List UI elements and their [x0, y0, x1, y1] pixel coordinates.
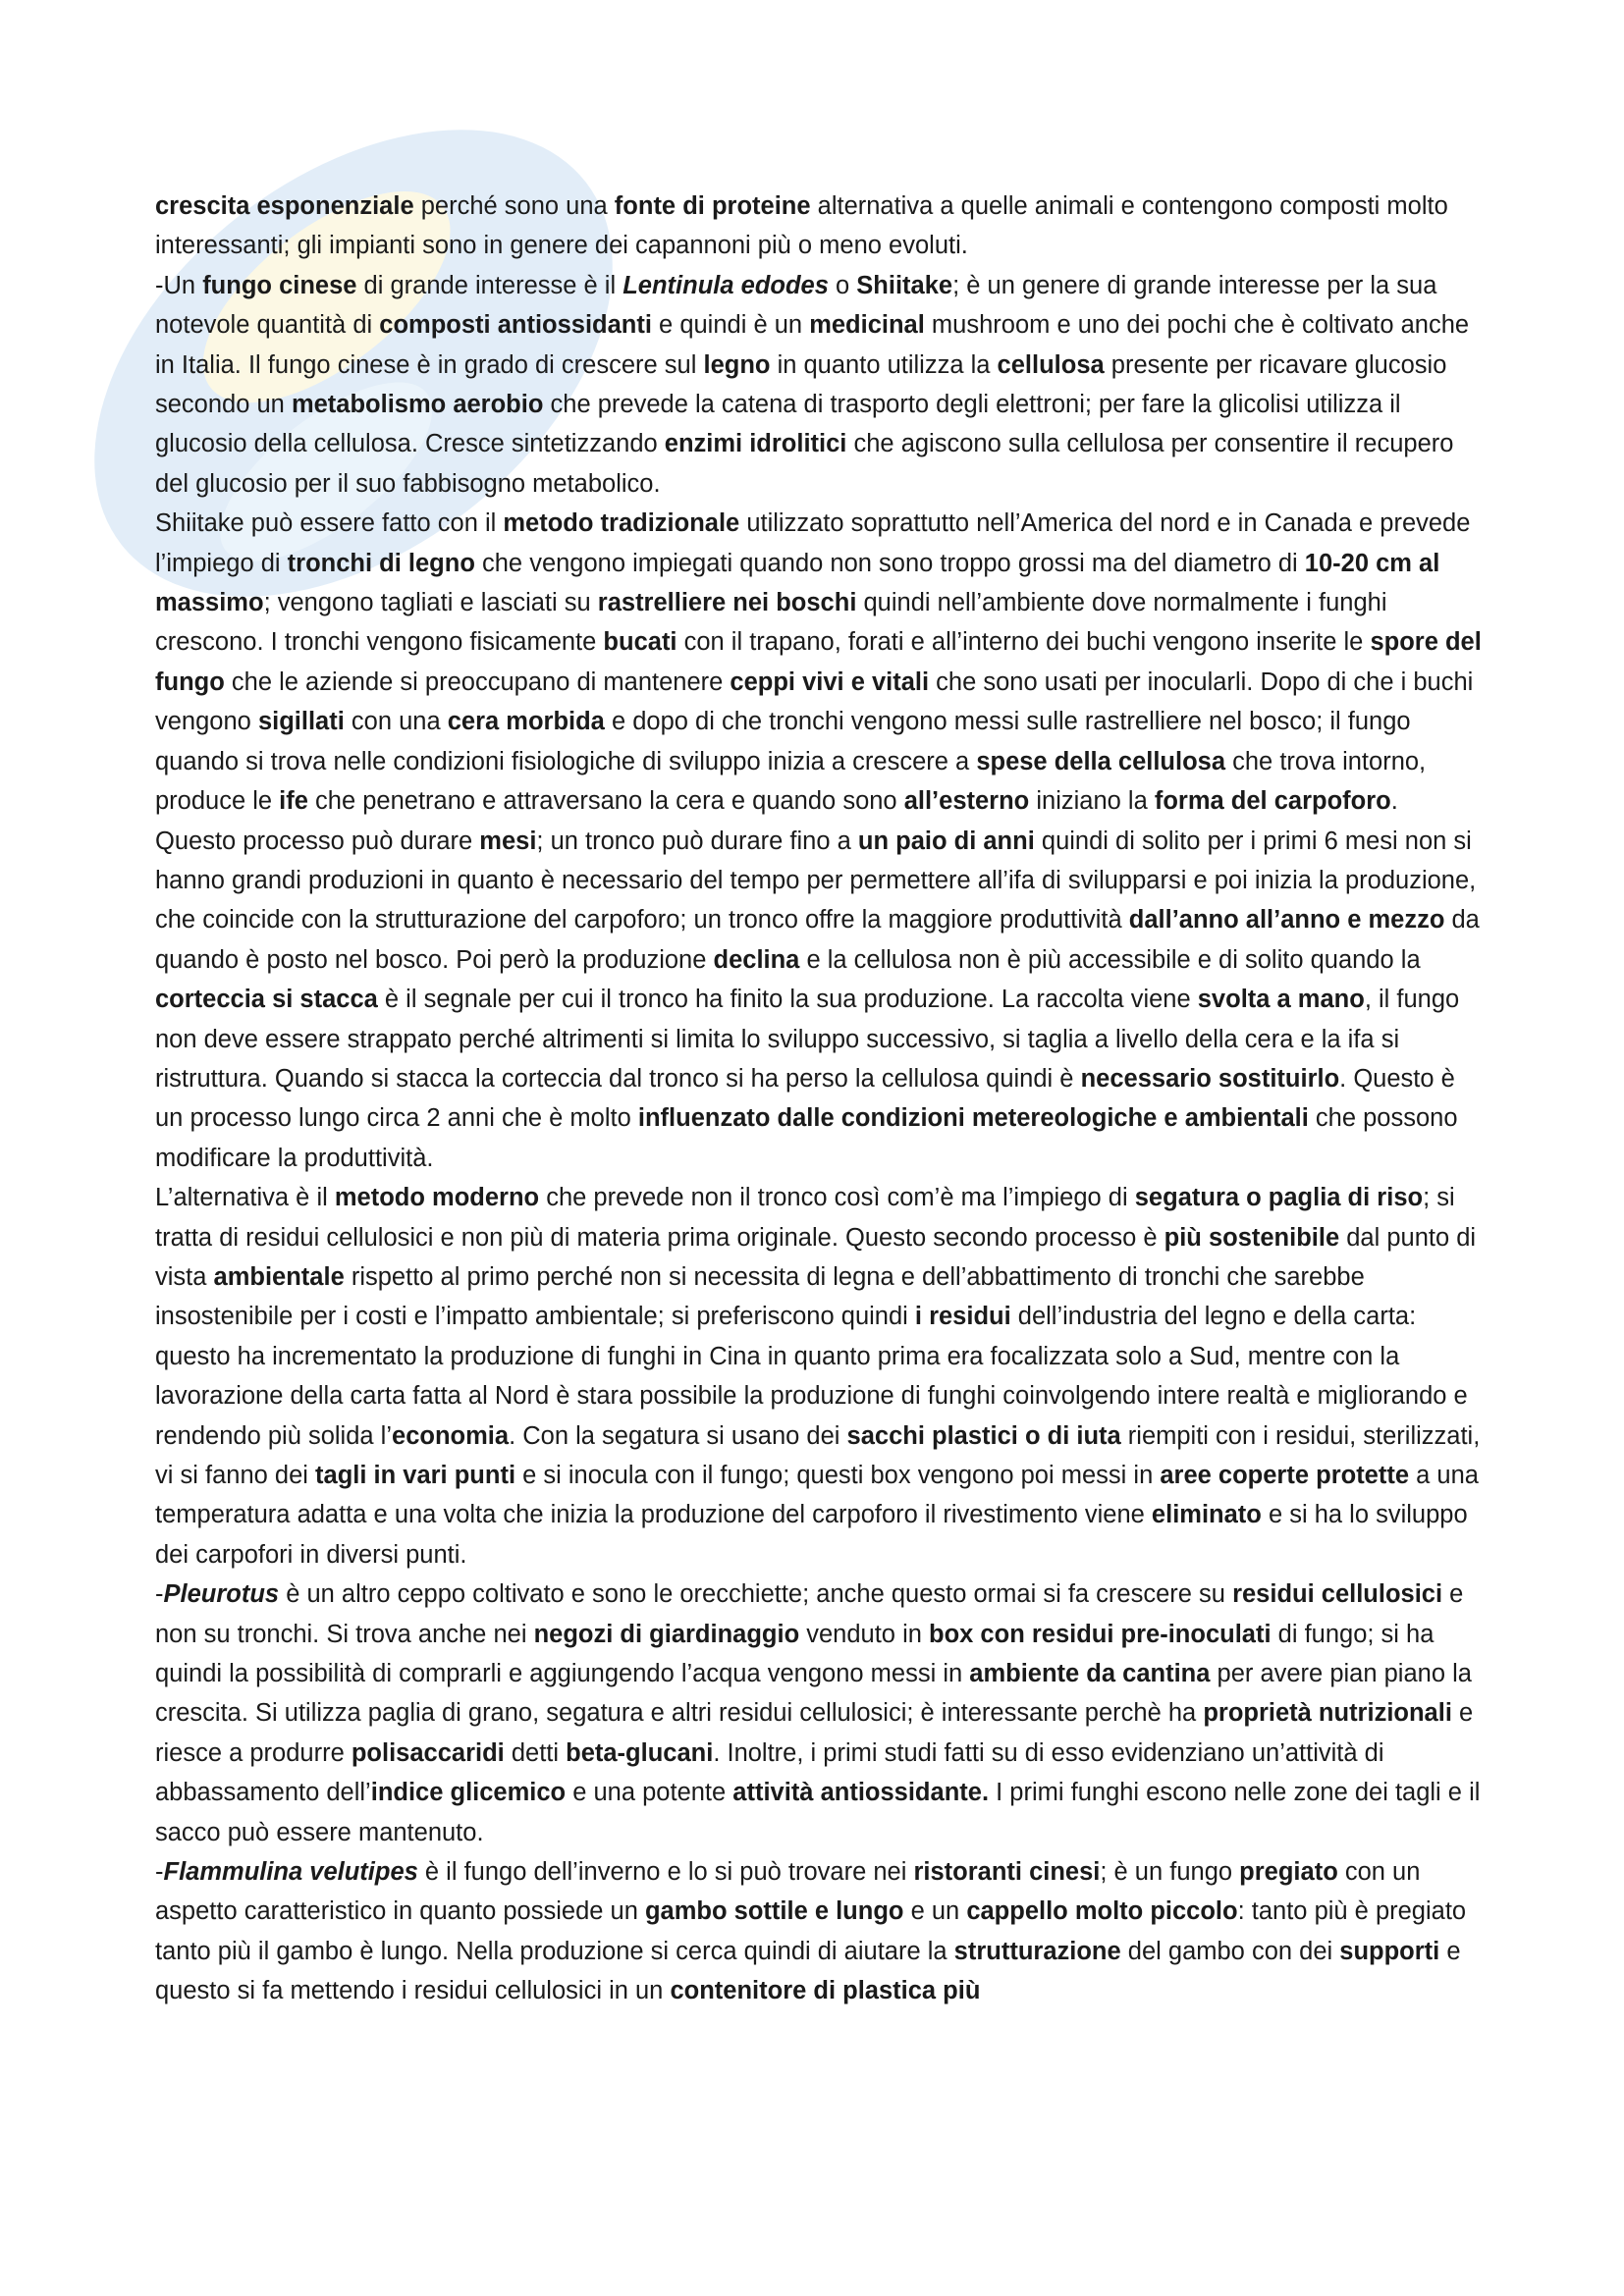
bold-run: cera morbida: [447, 708, 605, 736]
bold-run: crescita esponenziale: [155, 192, 414, 220]
bold-run: più sostenibile: [1164, 1223, 1340, 1252]
bold-run: proprietà nutrizionali: [1203, 1699, 1452, 1728]
bold-run: composti antiossidanti: [379, 311, 652, 340]
text-run: e un: [903, 1897, 967, 1926]
text-run: che vengono impiegati quando non sono troppo grossi ma del diametro di: [474, 549, 1305, 577]
text-run: che le aziende si preoccupano di mantenere: [224, 667, 731, 696]
text-run: ; vengono tagliati e lasciati su: [263, 589, 598, 617]
bold-run: sacchi plastici o di iuta: [846, 1421, 1121, 1450]
bold-run: strutturazione: [953, 1937, 1121, 1965]
text-run: ; un tronco può durare fino a: [536, 827, 858, 855]
text-run: quindi nell’ambiente dove normalmente i funghi crescono. I tronchi vengono fisicamente: [155, 589, 1387, 657]
text-run: quindi di solito per i primi 6 mesi non si hanno grandi produzioni in quanto è necessario del tempo per permettere all’ifa di svilupparsi e poi inizia la produzione, che coincide con la strutturazione del carpoforo; un tronco offre la maggiore produttività: [155, 827, 1477, 934]
bold-run: tronchi di legno: [287, 549, 475, 577]
text-run: alternativa a quelle animali e contengono composti molto interessanti; gli impianti sono in genere dei capannoni più o meno evoluti.: [155, 192, 1448, 260]
text-run: con una: [344, 708, 448, 736]
bold-run: dall’anno all’anno e mezzo: [1128, 906, 1445, 934]
text-run: Shiitake può essere fatto con il: [155, 509, 504, 538]
bold-run: indice glicemico: [370, 1779, 567, 1807]
bold-run: medicinal: [809, 311, 925, 340]
bold-italic-run: [623, 272, 829, 299]
bold-run: ambiente da cantina: [969, 1660, 1211, 1688]
bold-run: tagli in vari punti: [315, 1462, 516, 1489]
bold-run: Shiitake: [856, 271, 953, 299]
bold-run: pregiato: [1239, 1858, 1338, 1887]
bold-run: ceppi vivi e vitali: [730, 667, 930, 696]
text-run: con un aspetto caratteristico in quanto possiede un: [155, 1858, 1421, 1926]
bold-run: economia: [392, 1421, 510, 1450]
text-run: è un altro ceppo coltivato e sono le orecchiette; anche questo ormai si fa crescere su: [279, 1580, 1233, 1609]
text-run: e non su tronchi. Si trova anche nei: [155, 1580, 1464, 1648]
text-run: del gambo con dei: [1120, 1937, 1340, 1965]
bold-italic-run: [164, 1580, 280, 1608]
bold-run: box con residui pre-inoculati: [929, 1620, 1272, 1648]
text-run: e quindi è un: [651, 311, 810, 340]
bold-run: ife: [279, 787, 308, 816]
paragraph: [155, 1178, 1486, 1575]
text-run: dell’industria del legno e della carta: questo ha incrementato la produzione di funghi in Cina in quanto prima era focalizzata solo a Sud, mentre con la lavorazione della carta fatta al Nord è stara possibile la produzione di funghi coinvolgendo intere realtà e migliorando e rendendo più solida l’: [155, 1303, 1468, 1450]
text-run: detti: [504, 1738, 567, 1767]
text-run: , il fungo non deve essere strappato perché altrimenti si limita lo sviluppo successivo, si taglia a livello della cera e la ifa si ristruttura. Quando si stacca la corteccia dal tronco si ha perso la cellulosa quindi è: [155, 986, 1460, 1093]
text-run: e riesce a produrre: [155, 1699, 1474, 1767]
bold-run: cappello molto piccolo: [966, 1897, 1238, 1926]
bold-run: mesi: [479, 827, 537, 855]
text-run: L’alternativa è il: [155, 1184, 335, 1212]
bold-run: metabolismo aerobio: [291, 391, 544, 419]
bold-run: residui cellulosici: [1232, 1580, 1443, 1609]
bold-run: ristoranti cinesi: [913, 1858, 1101, 1887]
bold-run: cellulosa: [997, 350, 1105, 379]
text-run: e la cellulosa non è più accessibile e di solito quando la: [799, 945, 1421, 974]
text-run: per avere pian piano la crescita. Si utilizza paglia di grano, segatura e altri residui cellulosici; è interessante perchè ha: [155, 1660, 1472, 1728]
bold-run: fungo cinese: [202, 271, 357, 299]
bold-run: i residui: [914, 1303, 1011, 1331]
document-page: [155, 187, 1486, 2011]
text-run: e dopo di che tronchi vengono messi sulle rastrelliere nel bosco; il fungo quando si trova nelle condizioni fisiologiche di sviluppo inizia a crescere a: [155, 708, 1411, 775]
bold-run: influenzato dalle condizioni metereologiche e ambientali: [637, 1104, 1309, 1133]
paragraph: [155, 1575, 1486, 1852]
text-run: -: [155, 1580, 164, 1609]
text-run: riempiti con i residui, sterilizzati, vi si fanno dei: [155, 1421, 1481, 1489]
bold-run: 10-20 cm al massimo: [155, 549, 1440, 617]
text-run: . Inoltre, i primi studi fatti su di esso evidenziano un’attività di abbassamento dell’: [155, 1738, 1384, 1807]
bold-run: segatura o paglia di riso: [1134, 1184, 1424, 1212]
bold-run: beta-glucani: [566, 1738, 714, 1767]
text-run: ; è un genere di grande interesse per la sua notevole quantità di: [155, 271, 1437, 340]
bold-run: supporti: [1339, 1937, 1440, 1965]
text-run: utilizzato soprattutto nell’America del nord e in Canada e prevede l’impiego di: [155, 509, 1471, 577]
bold-run: rastrelliere nei boschi: [597, 589, 857, 617]
bold-run: contenitore di plastica più: [670, 1977, 981, 2005]
emphasis-text: Pleurotus: [163, 1580, 280, 1609]
paragraph: [155, 504, 1486, 1178]
text-run: che penetrano e attraversano la cera e quando sono: [307, 787, 904, 816]
bold-run: fonte di proteine: [614, 192, 811, 220]
text-run: rispetto al primo perché non si necessita di legna e dell’abbattimento di tronchi che sarebbe insostenibile per i costi e l’impatto ambientale; si preferiscono quindi: [155, 1262, 1365, 1331]
bold-run: polisaccaridi: [351, 1738, 505, 1767]
bold-run: necessario sostituirlo: [1080, 1064, 1340, 1093]
text-run: e questo si fa mettendo i residui cellulosici in un: [155, 1937, 1461, 2005]
bold-run: ambientale: [213, 1262, 345, 1291]
bold-run: spese della cellulosa: [976, 747, 1226, 775]
text-run: I primi funghi escono nelle zone dei tagli e il sacco può essere mantenuto.: [155, 1779, 1481, 1846]
text-run: : tanto più è pregiato tanto più il gambo è lungo. Nella produzione si cerca quindi di aiutare la: [155, 1897, 1467, 1965]
text-run: venduto in: [799, 1620, 930, 1648]
text-run: di grande interesse è il: [356, 271, 623, 299]
text-run: dal punto di vista: [155, 1223, 1477, 1291]
text-run: in quanto utilizza la: [770, 350, 998, 379]
bold-run: metodo moderno: [334, 1184, 540, 1212]
paragraph: [155, 266, 1486, 504]
text-run: . Con la segatura si usano dei: [509, 1421, 847, 1450]
bold-run: attività antiossidante.: [732, 1779, 990, 1807]
text-run: e si inocula con il fungo; questi box vengono poi messi in: [515, 1462, 1161, 1489]
emphasis-text: Lentinula edodes: [623, 271, 829, 299]
text-run: che sono usati per inocularli. Dopo di che i buchi vengono: [155, 667, 1474, 736]
bold-run: forma del carpoforo: [1154, 787, 1391, 816]
bold-italic-run: [164, 1858, 418, 1886]
bold-run: spore del fungo: [155, 628, 1482, 696]
paragraph: [155, 187, 1486, 266]
text-run: ; si tratta di residui cellulosici e non più di materia prima originale. Questo secondo processo è: [155, 1184, 1455, 1252]
bold-run: eliminato: [1151, 1501, 1262, 1529]
bold-run: legno: [703, 350, 771, 379]
bold-run: gambo sottile e lungo: [644, 1897, 904, 1926]
text-run: iniziano la: [1029, 787, 1155, 816]
bold-run: un paio di anni: [857, 827, 1035, 855]
text-run: presente per ricavare glucosio secondo un: [155, 350, 1447, 419]
text-run: è il segnale per cui il tronco ha finito la sua produzione. La raccolta viene: [377, 986, 1198, 1014]
bold-run: negozi di giardinaggio: [533, 1620, 800, 1648]
text-run: che possono modificare la produttività.: [155, 1104, 1458, 1172]
text-run: e si ha lo sviluppo dei carpofori in diversi punti.: [155, 1501, 1468, 1569]
bold-run: corteccia si stacca: [155, 986, 378, 1014]
text-run: da quando è posto nel bosco. Poi però la produzione: [155, 906, 1480, 974]
text-run: . Questo processo può durare: [155, 787, 1398, 855]
text-run: mushroom e uno dei pochi che è coltivato anche in Italia. Il fungo cinese è in grado di crescere sul: [155, 311, 1470, 379]
text-run: e una potente: [566, 1779, 733, 1807]
text-run: che agiscono sulla cellulosa per consentire il recupero del glucosio per il suo fabbisogno metabolico.: [155, 430, 1454, 498]
text-run: che prevede la catena di trasporto degli elettroni; per fare la glicolisi utilizza il glucosio della cellulosa. Cresce sintetizzando: [155, 391, 1401, 458]
bold-run: bucati: [603, 628, 677, 657]
bold-run: aree coperte protette: [1160, 1462, 1410, 1489]
text-run: è il fungo dell’inverno e lo si può trovare nei: [417, 1858, 914, 1887]
paragraph: [155, 1852, 1486, 2011]
bold-run: enzimi idrolitici: [664, 430, 847, 458]
bold-run: metodo tradizionale: [503, 509, 740, 538]
emphasis-text: Flammulina velutipes: [163, 1858, 418, 1887]
text-run: ; è un fungo: [1100, 1858, 1240, 1887]
text-run: a una temperatura adatta e una volta che inizia la produzione del carpoforo il rivestimento viene: [155, 1462, 1479, 1529]
text-run: -: [155, 1858, 164, 1887]
text-run: con il trapano, forati e all’interno dei buchi vengono inserite le: [677, 628, 1371, 657]
text-run: che prevede non il tronco così com’è ma l’impiego di: [539, 1184, 1135, 1212]
text-run: o: [828, 271, 857, 299]
text-run: perché sono una: [413, 192, 615, 220]
bold-run: all’esterno: [903, 787, 1030, 816]
bold-run: declina: [713, 945, 800, 974]
bold-run: svolta a mano: [1197, 986, 1365, 1014]
text-run: di fungo; si ha quindi la possibilità di comprarli e aggiungendo l’acqua vengono messi in: [155, 1620, 1435, 1688]
text-run: -Un: [155, 271, 203, 299]
text-run: . Questo è un processo lungo circa 2 anni che è molto: [155, 1064, 1455, 1133]
bold-run: sigillati: [257, 708, 345, 736]
text-run: che trova intorno, produce le: [155, 747, 1427, 816]
